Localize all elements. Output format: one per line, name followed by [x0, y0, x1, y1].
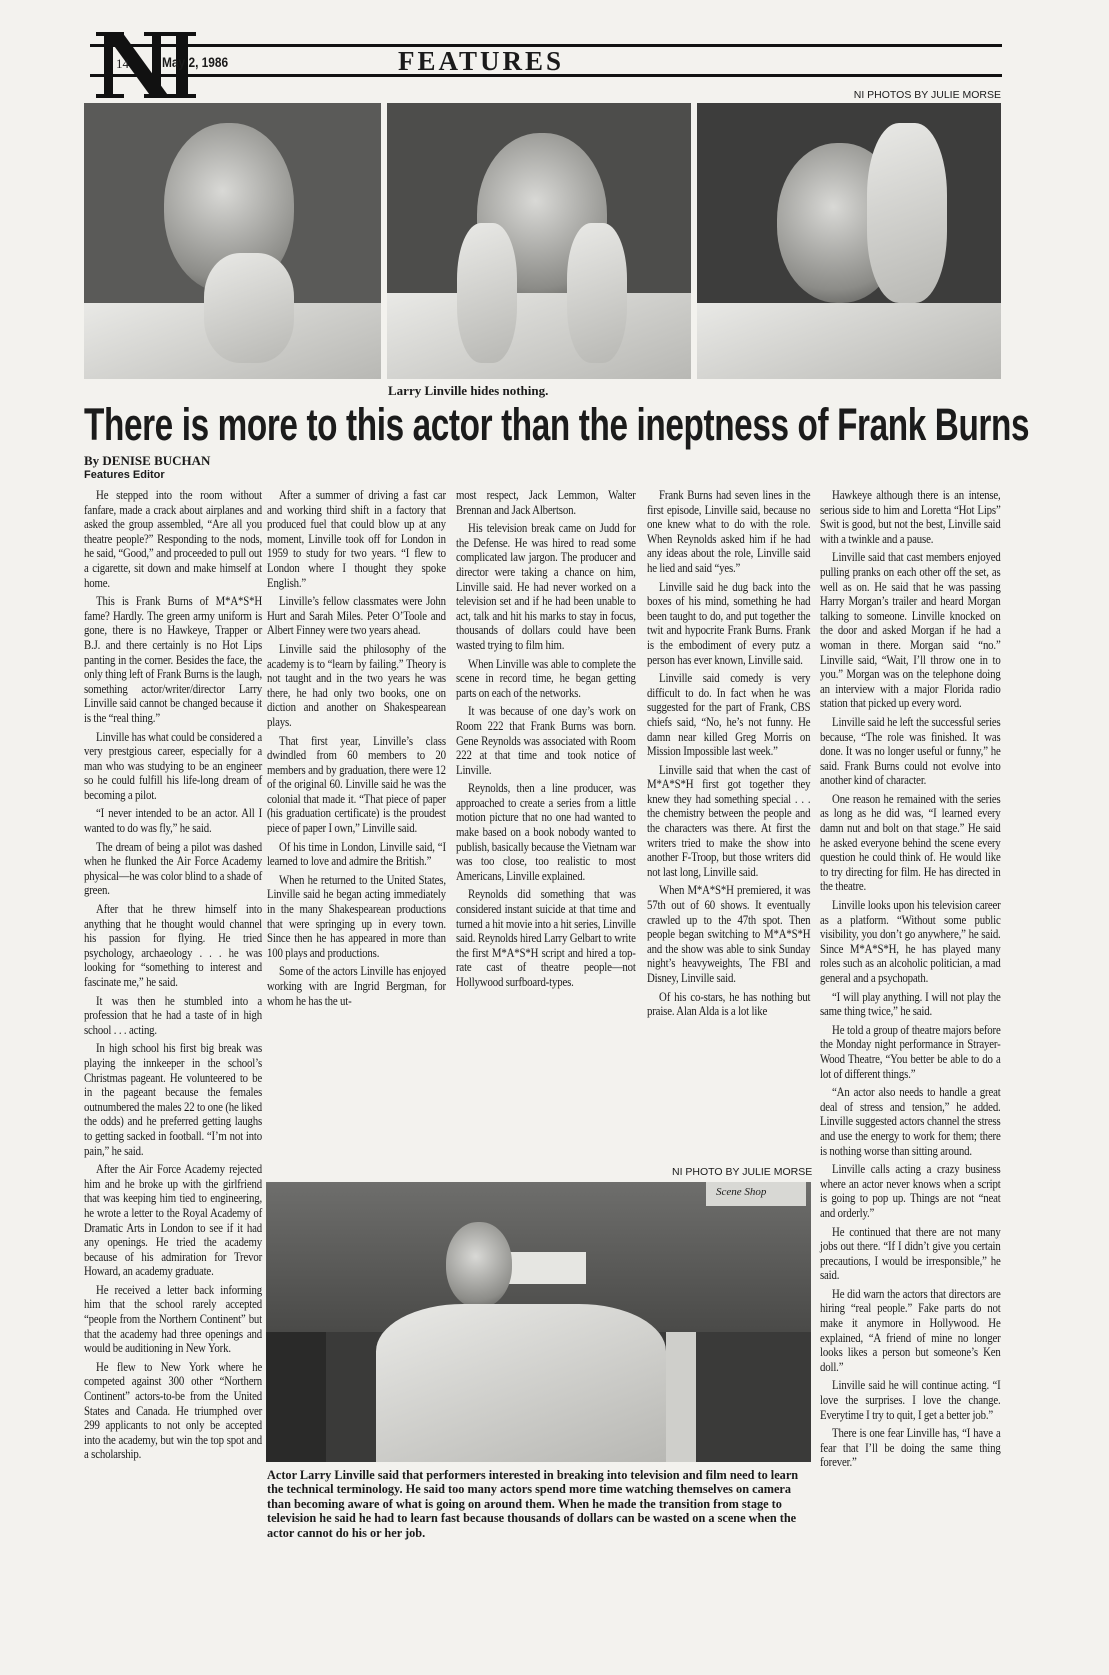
article-paragraph: Linville calls acting a crazy business where an actor never knows when a script is going to pop up. Things are not “neat and orderly.”	[820, 1162, 1001, 1220]
photo-linville-seated	[266, 1182, 811, 1462]
article-paragraph: The dream of being a pilot was dashed when he flunked the Air Force Academy physical—he was color blind to a shade of green.	[84, 839, 263, 898]
photo-credit-bottom: NI PHOTO BY JULIE MORSE	[672, 1166, 813, 1178]
sign-text: Scene Shop	[716, 1186, 767, 1198]
article-paragraph: Hawkeye although there is an intense, serious side to him and Loretta “Hot Lips” Swit is good, but not the best, Linville said with a twinkle and a pause.	[820, 488, 1001, 546]
article-paragraph: He stepped into the room without fanfare, made a crack about airplanes and asked the group assembled, “Are all you theatre people?” Responding to the nods, he said, “Good,” and proceeded to pull out a cigarette, sit down and make himself at home.	[84, 488, 263, 590]
section-title: FEATURES	[398, 46, 565, 76]
author-role: Features Editor	[84, 469, 165, 481]
article-paragraph: Linville said that when the cast of M*A*S*H first got together they knew they had something special . . . the chemistry between the people and the characters was there. At first the writers tried to make the show into another F-Troop, but those writers did not last long, Linville said.	[647, 762, 811, 879]
article-paragraph: Of his time in London, Linville said, “I learned to love and admire the British.”	[267, 839, 446, 869]
article-paragraph: Linville has what could be considered a very prestgious career, especially for a man who was studying to be an engineer so he could fulfill his life-long dream of becoming a pilot.	[84, 729, 263, 802]
article-paragraph: When he returned to the United States, Linville said he began acting immediately in the many Shakespearean productions that were springing up in every town. Since then he has appeared in more than 100 plays and productions.	[267, 872, 446, 960]
article-paragraph: This is Frank Burns of M*A*S*H fame? Hardly. The green army uniform is gone, there is no Hawkeye, Trapper or B.J. and there certainly is no Hot Lips panting in the corner. Besides the face, the only thing left of Frank Burns is the laugh, something actor/writer/director Larry Linville said cannot be changed because it is the “real thing.”	[84, 594, 263, 725]
photo-linville-2	[387, 103, 691, 379]
scene-shop-sign	[706, 1182, 806, 1206]
article-paragraph: There is one fear Linville has, “I have a fear that I’ll be doing the same thing forever.”	[820, 1426, 1001, 1470]
article-paragraph: Frank Burns had seven lines in the first episode, Linville said, because no one knew what to do with the role. When Reynolds asked him if he had any ideas about the role, Linville said he lied and said “yes.”	[647, 488, 811, 575]
issue-date: May 2, 1986	[162, 54, 229, 70]
article-paragraph: Linville’s fellow classmates were John Hurt and Sarah Miles. Peter O’Toole and Albert Finney were two years ahead.	[267, 594, 446, 638]
article-paragraph: “I will play anything. I will not play the same thing twice,” he said.	[820, 989, 1001, 1019]
article-column-3	[456, 488, 636, 994]
photo-credit-top: NI PHOTOS BY JULIE MORSE	[853, 89, 1001, 101]
article-paragraph: Linville said that cast members enjoyed pulling pranks on each other off the set, as well as on. He said that he was passing Harry Morgan’s trailer and heard Morgan talking to someone. Linville knocked on the door and asked Morgan if he had a woman in there. Morgan said “no.” Linville said, “Wait, I’ll throw one in to you.” Morgan was on the telephone doing an interview with a major Florida radio station that picked up every word.	[820, 550, 1001, 711]
article-paragraph: Reynolds did something that was considered instant suicide at that time and turned a hit movie into a hit series, Linville said. Reynolds hired Larry Gelbart to write the first M*A*S*H script and hired a top-rate cast of theatre people—not Hollywood surfboard-types.	[456, 887, 636, 989]
article-paragraph: Linville said the philosophy of the academy is to “learn by failing.” Theory is not taught and in the two years he was there, he had only two books, one on diction and another on Shakespearean plays.	[267, 641, 446, 729]
article-paragraph: It was because of one day’s work on Room 222 that Frank Burns was born. Gene Reynolds was associated with Room 222 at that time and took notice of Linville.	[456, 704, 636, 777]
article-paragraph: “I never intended to be an actor. All I wanted to do was fly,” he said.	[84, 806, 263, 836]
article-paragraph: He continued that there are not many jobs out there. “If I didn’t give you certain precautions, I would be irresponsible,” he said.	[820, 1224, 1001, 1283]
article-paragraph: He flew to New York where he competed against 300 other “Northern Continent” actors-to-be from the United States and Canada. He triumphed over 299 applicants to not only be accepted into the academy, but win the top spot and a scholarship.	[84, 1359, 263, 1462]
article-paragraph: When M*A*S*H premiered, it was 57th out of 60 shows. It eventually crawled up to the 47th spot. Then people began switching to M*A*S*H and the show was able to sink Sunday night’s heavyweights, The FBI and Disney, Linville said.	[647, 883, 811, 985]
author: By DENISE BUCHAN	[84, 453, 211, 468]
photo-linville-3	[697, 103, 1001, 379]
article-paragraph: Linville said comedy is very difficult to do. In fact when he was suggested for the part of Frank, CBS chiefs said, “No, he’s not funny. He damn near killed Greg Morris on Mission Impossible last week.”	[647, 671, 811, 759]
article-paragraph: After the Air Force Academy rejected him and he broke up with the girlfriend that was keeping him tied to engineering, he wrote a letter to the Royal Academy of Dramatic Arts in London to see if it had any openings. He tried the academy because of his admiration for Trevor Howard, an academy graduate.	[84, 1162, 263, 1279]
article-paragraph: He received a letter back informing him that the school rarely accepted “people from the Northern Continent” but that the academy had three openings and would be auditioning in New York.	[84, 1282, 263, 1356]
article-paragraph: Reynolds, then a line producer, was approached to create a series from a little motion picture that no one had wanted to make based on a book nobody wanted to publish, basically because the Vietnam war was too close, too realistic to most Americans, Linville explained.	[456, 781, 636, 883]
photo-linville-1	[84, 103, 381, 379]
article-column-2	[267, 488, 446, 1012]
article-paragraph: Linville said he left the successful series because, “The role was finished. It was done. It was no longer useful or funny,” he said. Frank Burns could not evolve into another kind of character.	[820, 714, 1001, 788]
top-photos-caption: Larry Linville hides nothing.	[388, 383, 549, 398]
article-paragraph: After that he threw himself into anything that he thought would channel his passion for flying. He tried psychology, archaeology . . . he was looking for “something to interest and fascinate me,” he said.	[84, 902, 263, 989]
article-paragraph: One reason he remained with the series as long as he did was, “I learned every damn nut and bolt on that stage.” He said he asked everyone behind the scene every question he could think of. He would like to try directing for film. He has directed in the theatre.	[820, 791, 1001, 894]
article-paragraph: In high school his first big break was playing the innkeeper in the school’s Christmas pageant. He volunteered to be in the pageant because the females outnumbered the males 22 to one (he liked the odds) and he preferred getting laughs to getting sacked in football. “I’m not into pain,” he said.	[84, 1041, 263, 1158]
article-paragraph: most respect, Jack Lemmon, Walter Brennan and Jack Albertson.	[456, 488, 636, 517]
article-paragraph: His television break came on Judd for the Defense. He was hired to read some complicated law jargon. The producer and director were taking a chance on him, Linville said. He had never worked on a television set and if he had been unable to act, talk and hit his marks to stay in focus, thousands of dollars could have been wasted trying to film him.	[456, 521, 636, 652]
article-paragraph: Linville said he dug back into the boxes of his mind, something he had been taught to do, and put together the twit and hypocrite Frank Burns. Frank is the embodiment of every putz a person has ever known, Linville said.	[647, 579, 811, 667]
article-paragraph: Linville looks upon his television career as a platform. “Without some public visibility, you don’t go anywhere,” he said. Since M*A*S*H, he has played many roles such as an alcoholic politician, a mad general and a psychopath.	[820, 898, 1001, 985]
page-number: 14	[116, 56, 129, 71]
article-column-5	[820, 488, 1001, 1474]
article-paragraph: Of his co-stars, he has nothing but praise. Alan Alda is a lot like	[647, 989, 811, 1019]
article-paragraph: It was then he stumbled into a profession that he had a taste of in high school . . . acting.	[84, 993, 263, 1037]
article-paragraph: He told a group of theatre majors before the Monday night performance in Strayer-Wood Theatre, “You better be able to do a lot of different things.”	[820, 1022, 1001, 1081]
bottom-photo-caption: Actor Larry Linville said that performers interested in breaking into television and film need to learn the technical terminology. He said too many actors spend more time watching themselves on camera than becoming aware of what is going on around them. When he made the transition from stage to television he said he had to learn fast because thousands of dollars can be wasted on a scene when the actor cannot do his or her job.	[267, 1468, 799, 1540]
article-paragraph: After a summer of driving a fast car and working third shift in a factory that produced fuel that could blow up at any moment, Linville took off for London in 1959 to study for two years. “I flew to London where I thought they spoke English.”	[267, 488, 446, 590]
article-column-4	[647, 488, 810, 1023]
article-paragraph: That first year, Linville’s class dwindled from 60 members to 20 members and by graduation, there were 12 of the original 60. Linville said he was the colonial that made it. “That piece of paper (his graduation certificate) is the proudest piece of paper I own,” Linville said.	[267, 733, 446, 836]
byline	[84, 454, 210, 482]
article-column-1	[84, 488, 262, 1466]
headline: There is more to this actor than the ineptness of Frank Burns	[84, 399, 1030, 450]
article-paragraph: When Linville was able to complete the scene in record time, he began getting parts on each of the networks.	[456, 656, 636, 700]
article-paragraph: Some of the actors Linville has enjoyed working with are Ingrid Bergman, for whom he has the ut-	[267, 964, 446, 1008]
article-paragraph: “An actor also needs to handle a great deal of stress and tension,” he added. Linville suggested actors channel the stress and use the energy to work for them; there is nothing worse than sitting around.	[820, 1085, 1001, 1158]
article-paragraph: Linville said he will continue acting. “I love the surprises. I love the change. Everytime I try to quit, I get a better job.”	[820, 1378, 1001, 1422]
article-paragraph: He did warn the actors that directors are hiring “real people.” Fake parts do not make it anymore in Hollywood. He explained, “A friend of mine no longer looks likes a person but someone’s Ken doll.”	[820, 1286, 1001, 1374]
